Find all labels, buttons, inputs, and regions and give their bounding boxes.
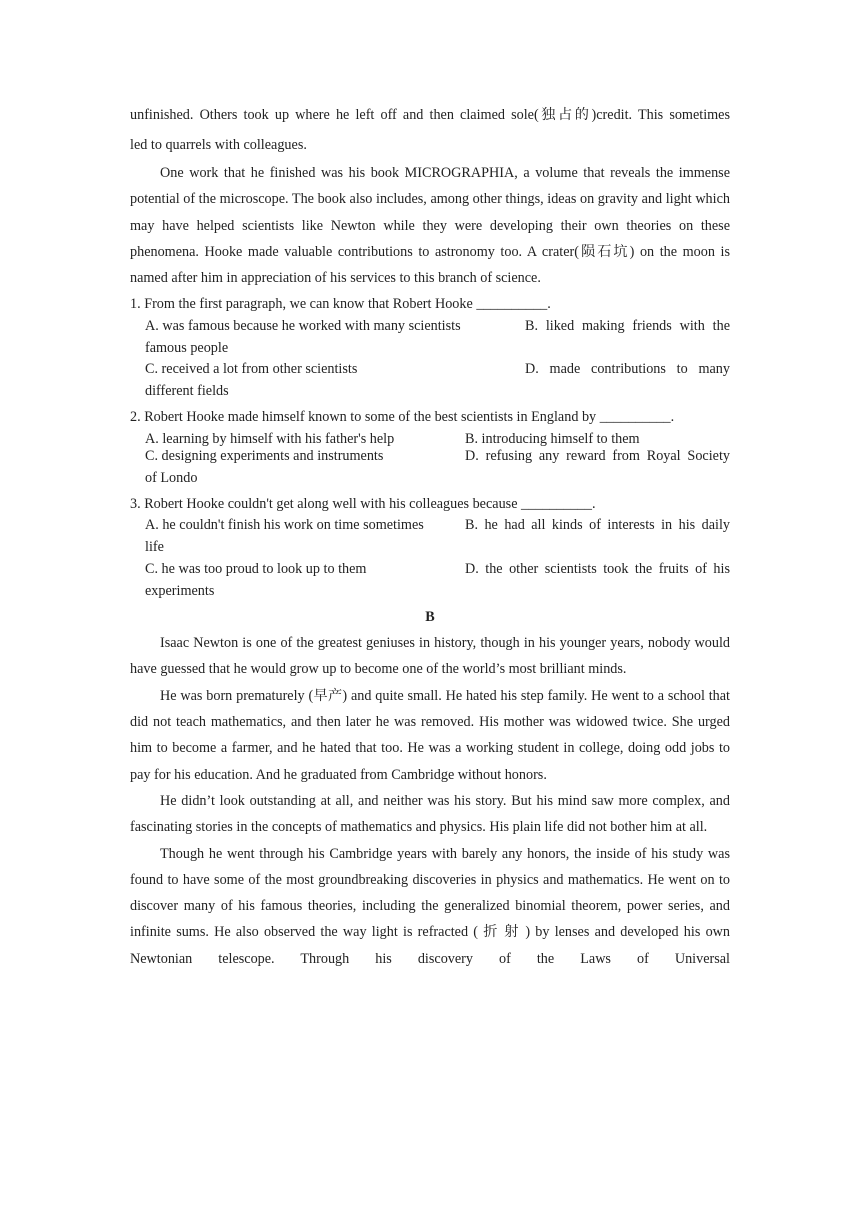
question-3-option-d-cont: experiments [145, 582, 215, 599]
section-b-paragraph-1: Isaac Newton is one of the greatest geniuses in history, though in his younger years, nobody would have guessed that he would grow up to become one of the world’s most brilliant minds. [130, 635, 730, 678]
question-2-option-b: B. introducing himself to them [465, 430, 640, 447]
question-1-option-b: B. liked making friends with the [525, 317, 730, 334]
question-2-options-cd [130, 448, 730, 465]
question-3-option-b-cont: life [145, 539, 164, 556]
question-2-option-c: C. designing experiments and instruments [145, 447, 384, 464]
question-1-stem: 1. From the first paragraph, we can know that Robert Hooke __________. [130, 296, 551, 313]
question-2-options-ab [130, 431, 730, 448]
question-1-option-d-cont: different fields [145, 383, 229, 400]
section-b-paragraph-3: He didn’t look outstanding at all, and neither was his story. But his mind saw more complex, and fascinating stories in the concepts of mathematics and physics. His plain life did not bother him at all. [130, 792, 730, 836]
section-b-paragraph-2: He was born prematurely (早产) and quite small. He hated his step family. He went to a school that did not teach mathematics, and then later he was removed. His mother was widowed twice. She urged him to become a farmer, and he hated that too. He was a working student in college, doing odd jobs to pay for his education. And he graduated from Cambridge without honors. [130, 687, 730, 783]
passage-a-line-1: unfinished. Others took up where he left off and then claimed sole(独占的)credit. This sometimes [130, 107, 730, 123]
section-b-title: B [425, 608, 435, 625]
document-page [130, 100, 730, 972]
question-3-option-b: B. he had all kinds of interests in his daily [465, 517, 730, 534]
question-1-options-ab [130, 318, 730, 335]
question-1-option-a: A. was famous because he worked with many scientists [145, 317, 461, 334]
section-b-paragraph-4: Though he went through his Cambridge years with barely any honors, the inside of his study was found to have some of the most groundbreaking discoveries in physics and mathematics. He went on to discover many of his famous theories, including the generalized binomial theorem, power series, and infinite sums. He also observed the way light is refracted ( 折 射 ) by lenses and developed his own Newtonian telescope. Through his discovery of the Laws of Universal [130, 845, 730, 967]
question-3-options-ab [130, 517, 730, 534]
question-2-option-d-cont: of Londo [145, 469, 198, 486]
question-1-option-d: D. made contributions to many [525, 361, 730, 378]
passage-a-paragraph-2: One work that he finished was his book MICROGRAPHIA, a volume that reveals the immense potential of the microscope. The book also includes, among other things, ideas on gravity and light which may have helped scientists like Newton while they were developing their own theories on these phenomena. Hooke made valuable contributions to astronomy too. A crater(陨石坑) on the moon is named after him in appreciation of his services to this branch of science. [130, 165, 730, 287]
question-3-stem: 3. Robert Hooke couldn't get along well with his colleagues because __________. [130, 495, 596, 512]
question-1-option-b-cont: famous people [145, 339, 229, 356]
question-2-stem: 2. Robert Hooke made himself known to some of the best scientists in England by __________. [130, 409, 675, 426]
question-1-options-cd [130, 361, 730, 378]
question-3-options-cd [130, 561, 730, 578]
question-3-option-c: C. he was too proud to look up to them [145, 560, 367, 577]
question-3-option-d: D. the other scientists took the fruits of his [465, 560, 730, 577]
question-3-option-a: A. he couldn't finish his work on time sometimes [145, 517, 424, 534]
question-1-option-c: C. received a lot from other scientists [145, 361, 358, 378]
question-2-option-d: D. refusing any reward from Royal Society [465, 447, 730, 464]
passage-a-line-2: led to quarrels with colleagues. [130, 137, 307, 153]
question-2-option-a: A. learning by himself with his father's help [145, 430, 395, 447]
